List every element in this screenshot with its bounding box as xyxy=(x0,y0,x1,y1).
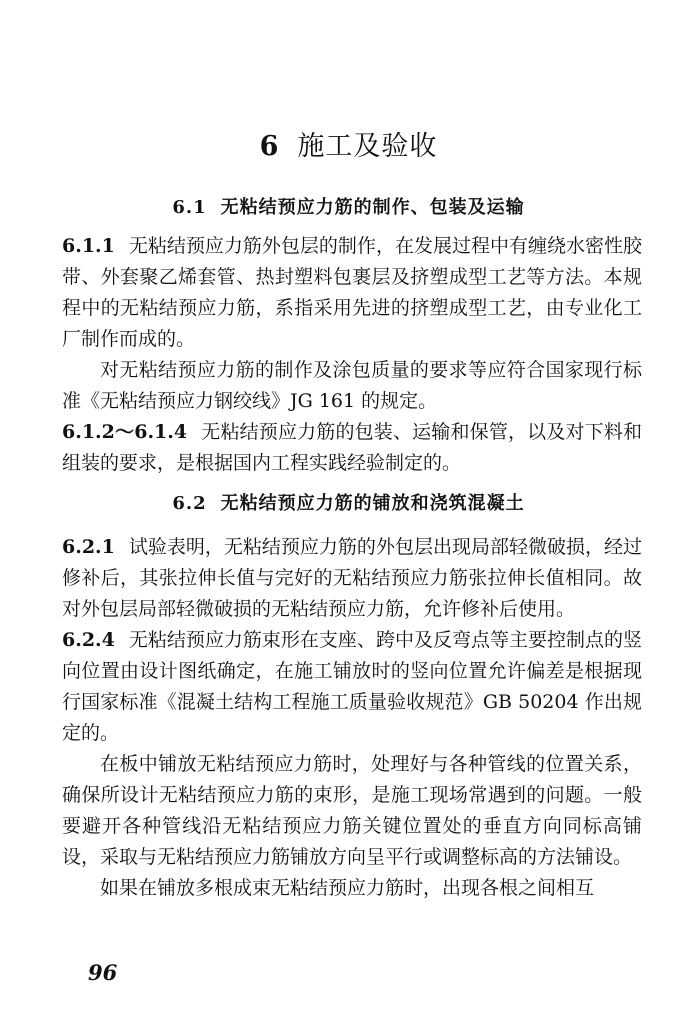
section-6-1-title xyxy=(0,193,697,219)
clause-6-1-1-number: 6.1.1 xyxy=(62,235,115,257)
clause-6-2-1-number: 6.2.1 xyxy=(62,536,115,558)
section-6-1-body xyxy=(62,231,642,479)
clause-6-2-4-number: 6.2.4 xyxy=(62,629,115,651)
clause-6-2-1 xyxy=(62,532,642,625)
chapter-title xyxy=(0,124,697,163)
section-6-1-title-text: 无粘结预应力筋的制作、包装及运输 xyxy=(220,197,525,218)
section-6-1-number: 6.1 xyxy=(172,197,207,218)
clause-6-2-4-paragraph-2: 在板中铺放无粘结预应力筋时，处理好与各种管线的位置关系，确保所设计无粘结预应力筋的束形，是施工现场常遇到的问题。一般要避开各种管线沿无粘结预应力筋关键位置处的垂直方向同标高铺设，采取与无粘结预应力筋铺放方向呈平行或调整标高的方法铺设。 xyxy=(62,753,642,868)
clause-6-2-1-text: 试验表明，无粘结预应力筋的外包层出现局部轻微破损，经过修补后，其张拉伸长值与完好的无粘结预应力筋张拉伸长值相同。故对外包层局部轻微破损的无粘结预应力筋，允许修补后使用。 xyxy=(62,536,642,620)
section-6-2-title xyxy=(0,489,697,515)
section-6-2-title-text: 无粘结预应力筋的铺放和浇筑混凝土 xyxy=(220,493,525,514)
section-6-2-body xyxy=(62,532,642,904)
clause-6-1-2-number: 6.1.2～6.1.4 xyxy=(62,421,188,443)
clause-6-2-4 xyxy=(62,625,642,749)
clause-6-1-2 xyxy=(62,417,642,479)
chapter-title-text: 施工及验收 xyxy=(297,131,438,162)
clause-6-1-1-text: 无粘结预应力筋外包层的制作，在发展过程中有缠绕水密性胶带、外套聚乙烯套管、热封塑料包裹层及挤塑成型工艺等方法。本规程中的无粘结预应力筋，系指采用先进的挤塑成型工艺，由专业化工厂制作而成的。 xyxy=(62,235,642,350)
clause-6-2-4-text: 无粘结预应力筋束形在支座、跨中及反弯点等主要控制点的竖向位置由设计图纸确定，在施工铺放时的竖向位置允许偏差是根据现行国家标准《混凝土结构工程施工质量验收规范》GB 50204 作出规定的。 xyxy=(62,629,642,744)
clause-6-1-1-paragraph-2: 对无粘结预应力筋的制作及涂包质量的要求等应符合国家现行标准《无粘结预应力钢绞线》JG 161 的规定。 xyxy=(62,359,642,412)
clause-6-2-4-paragraph-3: 如果在铺放多根成束无粘结预应力筋时，出现各根之间相互 xyxy=(100,877,595,899)
section-6-2-number: 6.2 xyxy=(172,493,207,514)
page-number: 96 xyxy=(88,960,118,985)
chapter-number: 6 xyxy=(259,131,280,162)
clause-6-1-2-text: 无粘结预应力筋的包装、运输和保管，以及对下料和组装的要求，是根据国内工程实践经验制定的。 xyxy=(62,421,642,474)
clause-6-1-1 xyxy=(62,231,642,355)
